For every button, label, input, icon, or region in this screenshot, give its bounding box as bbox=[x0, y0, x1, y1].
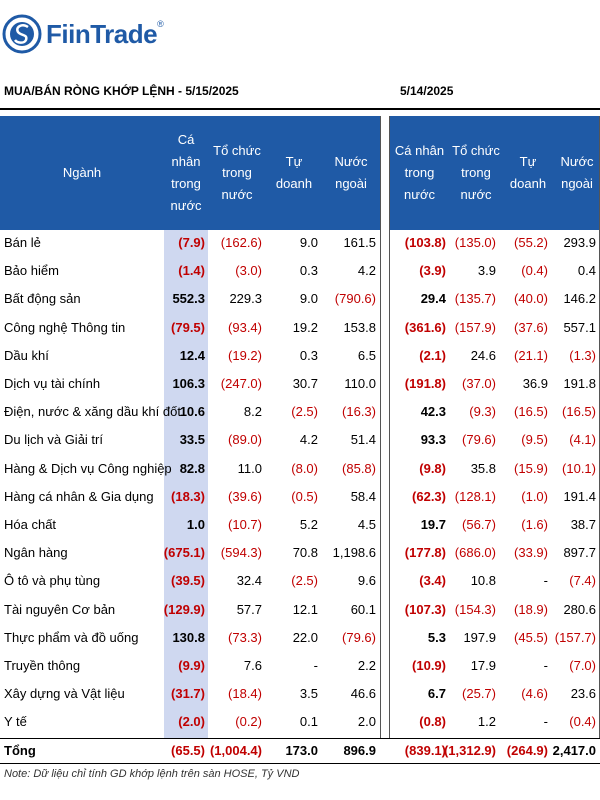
value-cell: 5.2 bbox=[299, 517, 318, 532]
value-cell: - bbox=[543, 573, 548, 589]
value-cell: 38.7 bbox=[570, 517, 596, 532]
value-cell: (157.9) bbox=[454, 319, 496, 335]
header-retail: Cá nhân trong nước bbox=[170, 132, 202, 213]
value-cell: 12.4 bbox=[179, 347, 205, 363]
value-cell: 552.3 bbox=[172, 291, 205, 307]
value-cell: (62.3) bbox=[412, 488, 446, 504]
value-cell: (7.4) bbox=[569, 573, 596, 589]
value-cell: (79.6) bbox=[462, 432, 496, 448]
value-cell: 1.2 bbox=[477, 714, 496, 730]
value-cell: 36.9 bbox=[522, 376, 548, 391]
value-cell: (73.3) bbox=[228, 629, 262, 645]
value-cell: 7.6 bbox=[243, 658, 262, 673]
value-cell: (1.0) bbox=[521, 488, 548, 504]
value-cell: (56.7) bbox=[462, 517, 496, 532]
value-cell: (264.9) bbox=[506, 743, 548, 758]
value-cell: 33.5 bbox=[179, 432, 205, 448]
sector-name: Dịch vụ tài chính bbox=[4, 376, 101, 391]
value-cell: 10.6 bbox=[179, 404, 205, 420]
value-cell: (157.7) bbox=[554, 629, 596, 645]
table-row bbox=[0, 540, 600, 566]
value-cell: (65.5) bbox=[171, 743, 205, 758]
value-cell: 197.9 bbox=[463, 629, 496, 645]
value-cell: 93.3 bbox=[420, 432, 446, 448]
sector-name: Y tế bbox=[4, 714, 27, 730]
value-cell: (25.7) bbox=[462, 686, 496, 702]
footnote: Note: Dữ liệu chỉ tính GD khớp lệnh trên sàn HOSE, Tỷ VND bbox=[4, 768, 300, 780]
value-cell: 0.3 bbox=[299, 263, 318, 279]
value-cell: 3.9 bbox=[477, 263, 496, 279]
value-cell: (2.1) bbox=[419, 347, 446, 363]
value-cell: 24.6 bbox=[470, 347, 496, 363]
value-cell: (162.6) bbox=[220, 235, 262, 250]
value-cell: 0.4 bbox=[577, 263, 596, 279]
sector-name: Điện, nước & xăng dầu khí đốt bbox=[4, 404, 181, 420]
value-cell: (594.3) bbox=[220, 545, 262, 561]
table-row bbox=[0, 512, 600, 538]
value-cell: (10.9) bbox=[412, 658, 446, 673]
value-cell: 9.6 bbox=[357, 573, 376, 589]
value-cell: (135.0) bbox=[454, 235, 496, 250]
value-cell: 17.9 bbox=[470, 658, 496, 673]
value-cell: 30.7 bbox=[292, 376, 318, 391]
value-cell: (3.0) bbox=[235, 263, 262, 279]
header-foreign: Nước ngoài bbox=[334, 154, 368, 191]
table-row bbox=[0, 230, 600, 256]
value-cell: (9.3) bbox=[469, 404, 496, 420]
value-cell: 191.4 bbox=[563, 488, 596, 504]
table-row bbox=[0, 258, 600, 284]
value-cell: (0.5) bbox=[291, 488, 318, 504]
table-row bbox=[0, 315, 600, 341]
brand-name: FiinTrade® bbox=[46, 18, 164, 49]
value-cell: (3.9) bbox=[419, 263, 446, 279]
value-cell: (16.5) bbox=[514, 404, 548, 420]
sector-name: Truyền thông bbox=[4, 658, 81, 673]
value-cell: 0.1 bbox=[299, 714, 318, 730]
table-row bbox=[0, 456, 600, 482]
value-cell: (16.3) bbox=[342, 404, 376, 420]
value-cell: (107.3) bbox=[404, 601, 446, 617]
table-row bbox=[0, 568, 600, 594]
value-cell: (40.0) bbox=[514, 291, 548, 307]
value-cell: 173.0 bbox=[285, 743, 318, 758]
value-cell: 6.7 bbox=[427, 686, 446, 702]
value-cell: 57.7 bbox=[236, 601, 262, 617]
value-cell: 35.8 bbox=[470, 460, 496, 476]
value-cell: (39.6) bbox=[228, 488, 262, 504]
value-cell: 896.9 bbox=[343, 743, 376, 758]
value-cell: (9.8) bbox=[419, 460, 446, 476]
value-cell: 19.7 bbox=[420, 517, 446, 532]
header-block-previous bbox=[389, 116, 600, 230]
value-cell: (89.0) bbox=[228, 432, 262, 448]
value-cell: (4.1) bbox=[569, 432, 596, 448]
table-row bbox=[0, 343, 600, 369]
value-cell: 9.0 bbox=[299, 235, 318, 250]
header-foreign-prev: Nước ngoài bbox=[560, 154, 594, 191]
value-cell: 23.6 bbox=[570, 686, 596, 702]
value-cell: 1.0 bbox=[186, 517, 205, 532]
value-cell: (247.0) bbox=[220, 376, 262, 391]
value-cell: 293.9 bbox=[563, 235, 596, 250]
value-cell: 280.6 bbox=[563, 601, 596, 617]
value-cell: 130.8 bbox=[172, 629, 205, 645]
value-cell: 58.4 bbox=[350, 488, 376, 504]
value-cell: 32.4 bbox=[236, 573, 262, 589]
value-cell: (37.0) bbox=[462, 376, 496, 391]
value-cell: 1,198.6 bbox=[332, 545, 376, 561]
value-cell: 161.5 bbox=[343, 235, 376, 250]
value-cell: 29.4 bbox=[420, 291, 446, 307]
value-cell: (191.8) bbox=[404, 376, 446, 391]
value-cell: (3.4) bbox=[419, 573, 446, 589]
value-cell: (0.4) bbox=[521, 263, 548, 279]
header-sector: Ngành bbox=[62, 165, 102, 180]
sector-name: Ô tô và phụ tùng bbox=[4, 573, 101, 589]
value-cell: (675.1) bbox=[163, 545, 205, 561]
value-cell: - bbox=[543, 714, 548, 730]
header-block-current bbox=[0, 116, 380, 230]
value-cell: (0.2) bbox=[235, 714, 262, 730]
value-cell: (19.2) bbox=[228, 347, 262, 363]
value-cell: (1,004.4) bbox=[209, 743, 262, 758]
value-cell: (2.0) bbox=[178, 714, 205, 730]
value-cell: (93.4) bbox=[228, 319, 262, 335]
value-cell: 2,417.0 bbox=[552, 743, 596, 758]
value-cell: (10.7) bbox=[228, 517, 262, 532]
title-previous-date: 5/14/2025 bbox=[400, 84, 454, 98]
header-institution-prev: Tổ chức trong nước bbox=[452, 143, 500, 202]
value-cell: (21.1) bbox=[514, 347, 548, 363]
value-cell: (18.4) bbox=[228, 686, 262, 702]
sector-name: Tổng bbox=[4, 743, 36, 758]
value-cell: (9.5) bbox=[521, 432, 548, 448]
fiintrade-logo bbox=[2, 6, 163, 62]
value-cell: 3.5 bbox=[299, 686, 318, 702]
value-cell: 557.1 bbox=[563, 319, 596, 335]
value-cell: 19.2 bbox=[292, 319, 318, 335]
value-cell: 42.3 bbox=[420, 404, 446, 420]
value-cell: (33.9) bbox=[514, 545, 548, 561]
value-cell: (177.8) bbox=[404, 545, 446, 561]
header-retail-prev: Cá nhân trong nước bbox=[394, 143, 445, 202]
value-cell: 82.8 bbox=[179, 460, 205, 476]
value-cell: 4.2 bbox=[299, 432, 318, 448]
value-cell: (16.5) bbox=[562, 404, 596, 420]
value-cell: 153.8 bbox=[343, 319, 376, 335]
value-cell: (85.8) bbox=[342, 460, 376, 476]
value-cell: 2.2 bbox=[357, 658, 376, 673]
value-cell: 8.2 bbox=[243, 404, 262, 420]
value-cell: 46.6 bbox=[350, 686, 376, 702]
header-proprietary-prev: Tự doanh bbox=[509, 154, 547, 191]
value-cell: (18.3) bbox=[171, 488, 205, 504]
sector-name: Hàng cá nhân & Gia dụng bbox=[4, 488, 154, 504]
sector-name: Hàng & Dịch vụ Công nghiệp bbox=[4, 460, 172, 476]
table-row bbox=[0, 371, 600, 397]
value-cell: 110.0 bbox=[344, 376, 376, 391]
table-row bbox=[0, 625, 600, 651]
sector-name: Tài nguyên Cơ bản bbox=[4, 601, 116, 617]
table-row bbox=[0, 597, 600, 623]
value-cell: (18.9) bbox=[514, 601, 548, 617]
sector-name: Du lịch và Giải trí bbox=[4, 432, 103, 448]
value-cell: - bbox=[313, 658, 318, 673]
value-cell: (31.7) bbox=[171, 686, 205, 702]
value-cell: (128.1) bbox=[454, 488, 496, 504]
value-cell: (154.3) bbox=[454, 601, 496, 617]
value-cell: 9.0 bbox=[299, 291, 318, 307]
table-row bbox=[0, 653, 600, 679]
value-cell: (1,312.9) bbox=[443, 743, 496, 758]
value-cell: 22.0 bbox=[292, 629, 318, 645]
table-row bbox=[0, 286, 600, 312]
value-cell: 0.3 bbox=[299, 347, 318, 363]
sector-name: Bán lẻ bbox=[4, 235, 41, 250]
value-cell: 4.2 bbox=[357, 263, 376, 279]
value-cell: (839.1) bbox=[404, 743, 446, 758]
table-row bbox=[0, 484, 600, 510]
value-cell: (361.6) bbox=[404, 319, 446, 335]
table-row bbox=[0, 681, 600, 707]
sector-name: Công nghệ Thông tin bbox=[4, 319, 126, 335]
sector-name: Bảo hiểm bbox=[4, 263, 59, 279]
sector-name: Dầu khí bbox=[4, 347, 49, 363]
value-cell: 5.3 bbox=[427, 629, 446, 645]
value-cell: 6.5 bbox=[357, 347, 376, 363]
value-cell: (7.9) bbox=[178, 235, 205, 250]
sector-name: Thực phẩm và đồ uống bbox=[4, 629, 139, 645]
sector-name: Hóa chất bbox=[4, 517, 57, 532]
value-cell: 60.1 bbox=[350, 601, 376, 617]
value-cell: 51.4 bbox=[350, 432, 376, 448]
value-cell: (55.2) bbox=[514, 235, 548, 250]
value-cell: (39.5) bbox=[171, 573, 205, 589]
value-cell: 4.5 bbox=[357, 517, 376, 532]
value-cell: 229.3 bbox=[229, 291, 262, 307]
value-cell: 106.3 bbox=[172, 376, 205, 391]
value-cell: (10.1) bbox=[562, 460, 596, 476]
value-cell: (686.0) bbox=[454, 545, 496, 561]
value-cell: (0.8) bbox=[419, 714, 446, 730]
value-cell: (129.9) bbox=[163, 601, 205, 617]
value-cell: 2.0 bbox=[357, 714, 376, 730]
sector-name: Ngân hàng bbox=[4, 545, 68, 561]
value-cell: (9.9) bbox=[178, 658, 205, 673]
value-cell: (45.5) bbox=[514, 629, 548, 645]
value-cell: (37.6) bbox=[514, 319, 548, 335]
value-cell: (1.6) bbox=[521, 517, 548, 532]
sector-name: Xây dựng và Vật liệu bbox=[4, 686, 125, 702]
value-cell: (8.0) bbox=[291, 460, 318, 476]
value-cell: (135.7) bbox=[454, 291, 496, 307]
table-row bbox=[0, 427, 600, 453]
value-cell: 897.7 bbox=[563, 545, 596, 561]
value-cell: (79.6) bbox=[342, 629, 376, 645]
value-cell: (1.4) bbox=[178, 263, 205, 279]
value-cell: (4.6) bbox=[521, 686, 548, 702]
title-current-date: MUA/BÁN RÒNG KHỚP LỆNH - 5/15/2025 bbox=[4, 84, 239, 98]
header-proprietary: Tự doanh bbox=[275, 154, 313, 191]
value-cell: 70.8 bbox=[292, 545, 318, 561]
header-institution: Tổ chức trong nước bbox=[213, 143, 261, 202]
total-row bbox=[0, 738, 600, 764]
value-cell: (790.6) bbox=[334, 291, 376, 307]
value-cell: (15.9) bbox=[514, 460, 548, 476]
value-cell: 12.1 bbox=[292, 601, 318, 617]
value-cell: (79.5) bbox=[171, 319, 205, 335]
table-row bbox=[0, 709, 600, 735]
table-row bbox=[0, 399, 600, 425]
value-cell: (103.8) bbox=[404, 235, 446, 250]
value-cell: 191.8 bbox=[563, 376, 596, 391]
value-cell: 146.2 bbox=[563, 291, 596, 307]
value-cell: (0.4) bbox=[569, 714, 596, 730]
value-cell: - bbox=[543, 658, 548, 673]
fiintrade-logo-icon bbox=[2, 14, 42, 54]
value-cell: 11.0 bbox=[237, 460, 262, 476]
value-cell: (7.0) bbox=[569, 658, 596, 673]
value-cell: (2.5) bbox=[291, 573, 318, 589]
value-cell: 10.8 bbox=[470, 573, 496, 589]
sector-name: Bất động sản bbox=[4, 291, 81, 307]
value-cell: (2.5) bbox=[291, 404, 318, 420]
title-divider bbox=[0, 108, 600, 110]
value-cell: (1.3) bbox=[569, 347, 596, 363]
